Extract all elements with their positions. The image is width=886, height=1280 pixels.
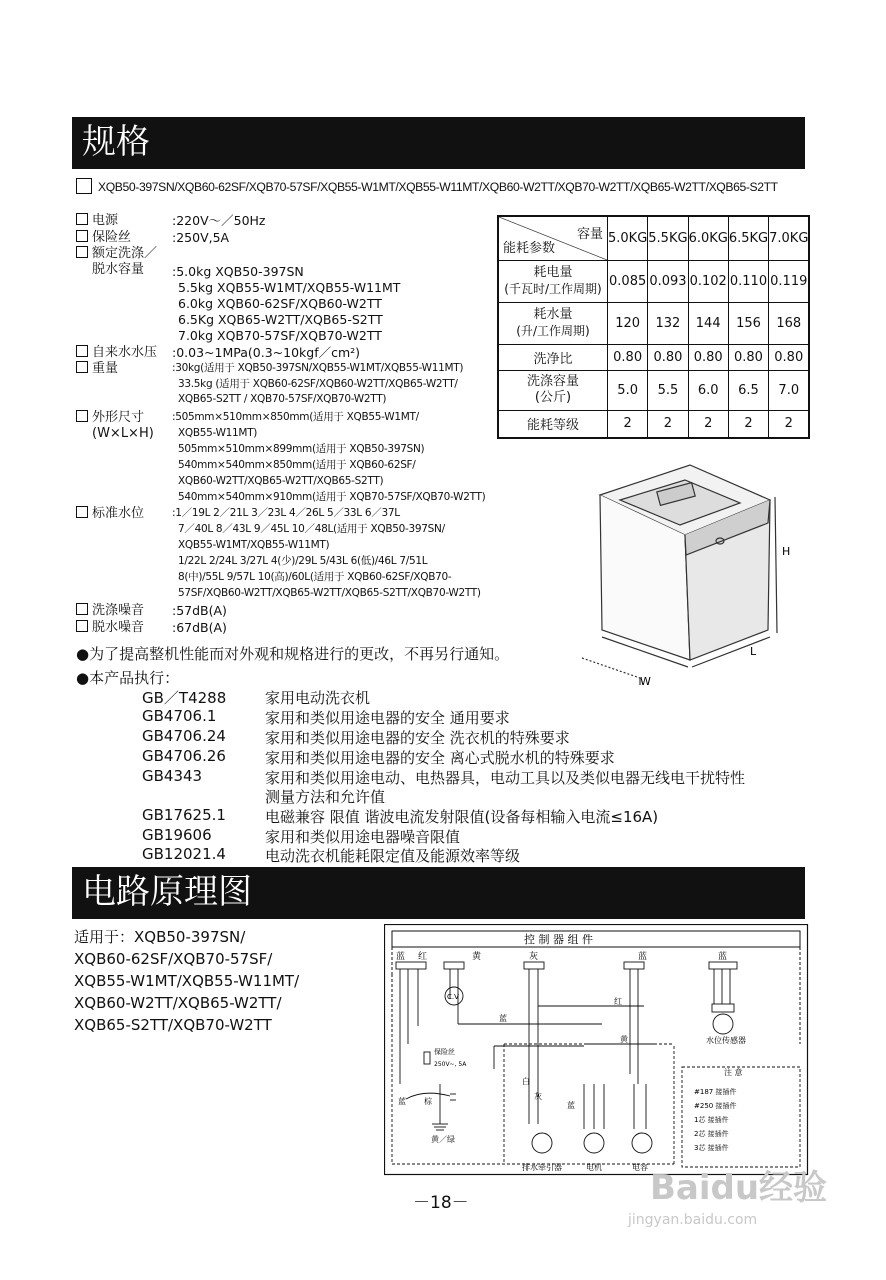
watermark-logo: Baidu经验 bbox=[650, 1168, 828, 1208]
spec-spin-noise-value: :67dB(A) bbox=[172, 620, 227, 635]
standard-code: GB12021.4 bbox=[142, 845, 226, 863]
legend-title: 注 意 bbox=[724, 1068, 743, 1077]
wire-color-label: 蓝 bbox=[718, 952, 728, 962]
standards-heading: ●本产品执行： bbox=[76, 669, 180, 687]
spec-weight-label: 重量 bbox=[76, 361, 118, 377]
standard-desc: 电磁兼容 限值 谐波电流发射限值(设备每相输入电流≤16A) bbox=[265, 808, 659, 826]
legend-item: 2芯 接插件 bbox=[694, 1130, 729, 1138]
change-notice: ●为了提高整机性能而对外观和规格进行的更改，不再另行通知。 bbox=[76, 645, 510, 663]
wire-color-label: 棕 bbox=[424, 1097, 432, 1106]
table-header-cell: 6.0KG bbox=[688, 216, 728, 260]
circuit-section-header bbox=[72, 867, 805, 919]
circuit-title: 电路原理图 bbox=[82, 872, 252, 912]
spec-wash-noise-value: :57dB(A) bbox=[172, 603, 227, 618]
legend-item: 3芯 接插件 bbox=[694, 1144, 729, 1152]
watermark-url: jingyan.baidu.com bbox=[628, 1212, 758, 1228]
standard-desc: 电动洗衣机能耗限定值及能源效率等级 bbox=[265, 847, 521, 865]
spec-dimensions-label: 外形尺寸 bbox=[76, 410, 144, 426]
checkbox-icon bbox=[76, 178, 92, 194]
checkbox-icon bbox=[76, 506, 88, 518]
standard-code: GB／T4288 bbox=[142, 689, 227, 707]
checkbox-icon bbox=[76, 361, 88, 373]
sensor-label: 水位传感器 bbox=[706, 1036, 746, 1045]
dimension-w-label: W bbox=[640, 675, 651, 688]
dimension-l-label: L bbox=[750, 645, 757, 658]
wire-color-label: 蓝 bbox=[398, 1097, 406, 1106]
wire-color-label: 蓝 bbox=[567, 1101, 575, 1110]
standard-desc: 家用和类似用途电器的安全 洗衣机的特殊要求 bbox=[265, 729, 570, 747]
checkbox-icon bbox=[76, 246, 88, 258]
wire-color-label: 灰 bbox=[534, 1092, 542, 1101]
controller-label: 控 制 器 组 件 bbox=[524, 933, 593, 946]
standard-code: GB17625.1 bbox=[142, 806, 226, 824]
cv-label: C.V bbox=[447, 993, 459, 1001]
wire-color-label: 黄 bbox=[472, 952, 482, 962]
table-header-cell: 6.5KG bbox=[728, 216, 768, 260]
wire-color-label: 蓝 bbox=[396, 952, 406, 962]
checkbox-icon bbox=[76, 345, 88, 357]
spec-fuse-label: 保险丝 bbox=[76, 230, 131, 246]
table-header-cell: 7.0KG bbox=[769, 216, 810, 260]
wire-color-label: 蓝 bbox=[638, 952, 648, 962]
table-header-cell: 5.0KG bbox=[608, 216, 648, 260]
spec-capacity-label: 额定洗涤／ bbox=[76, 246, 157, 262]
models-line bbox=[76, 178, 778, 194]
spec-power-value: :220V～／50Hz bbox=[172, 213, 266, 228]
circuit-diagram bbox=[384, 924, 809, 1176]
table-row: 洗涤容量 (公斤) 5.0 5.5 6.0 6.5 7.0 bbox=[498, 370, 809, 410]
spec-pressure-value: :0.03~1MPa(0.3~10kgf／cm²) bbox=[172, 345, 361, 360]
spec-dimensions-label2: (W×L×H) bbox=[92, 426, 154, 441]
specs-title: 规格 bbox=[82, 122, 150, 162]
standard-desc: 家用电动洗衣机 bbox=[265, 689, 371, 707]
models-text: XQB50-397SN/XQB60-62SF/XQB70-57SF/XQB55-W1MT/XQB55-W11MT/XQB60-W2TT/XQB70-W2TT/XQB65-W2TT/XQB65-S2TT bbox=[98, 180, 778, 194]
standard-desc: 测量方法和允许值 bbox=[265, 788, 386, 806]
height-dimension-line bbox=[775, 497, 777, 633]
spec-water-level-label: 标准水位 bbox=[76, 506, 144, 522]
specs-section-header bbox=[72, 117, 805, 169]
legend-item: #187 接插件 bbox=[694, 1088, 737, 1096]
dimension-h-label: H bbox=[782, 545, 791, 558]
fuse-label: 保险丝 bbox=[434, 1048, 455, 1056]
wire-color-label: 黄 bbox=[620, 1035, 628, 1044]
checkbox-icon bbox=[76, 230, 88, 242]
spec-pressure-label: 自来水水压 bbox=[76, 345, 157, 361]
wire-color-label: 白 bbox=[522, 1077, 530, 1086]
wire-color-label: 红 bbox=[614, 997, 622, 1006]
table-header-cell: 5.5KG bbox=[648, 216, 688, 260]
energy-table bbox=[497, 215, 810, 439]
checkbox-icon bbox=[76, 213, 88, 225]
motor-label: 电机 bbox=[586, 1163, 602, 1172]
table-row: 能耗等级 2 2 2 2 2 bbox=[498, 410, 809, 438]
ground-label: 黄／绿 bbox=[431, 1135, 455, 1144]
table-corner-cell: 容量 能耗参数 bbox=[498, 216, 608, 260]
checkbox-icon bbox=[76, 620, 88, 632]
wire-color-label: 蓝 bbox=[499, 1014, 507, 1023]
standard-code: GB4343 bbox=[142, 767, 203, 785]
washing-machine-illustration bbox=[580, 455, 820, 700]
wire-color-label: 灰 bbox=[529, 952, 539, 962]
checkbox-icon bbox=[76, 410, 88, 422]
standard-code: GB4706.24 bbox=[142, 727, 226, 745]
checkbox-icon bbox=[76, 603, 88, 615]
spec-power-label: 电源 bbox=[76, 213, 118, 229]
spec-fuse-value: :250V,5A bbox=[172, 230, 230, 245]
standard-desc: 家用和类似用途电器噪音限值 bbox=[265, 828, 461, 846]
table-row: 耗水量 (升/工作周期) 120 132 144 156 168 bbox=[498, 302, 809, 344]
standard-code: GB19606 bbox=[142, 826, 212, 844]
drain-label: 排水牵引器 bbox=[522, 1163, 562, 1172]
spec-spin-noise-label: 脱水噪音 bbox=[76, 620, 144, 636]
legend-item: #250 接插件 bbox=[694, 1102, 737, 1110]
capacitor-label: 电容 bbox=[632, 1163, 648, 1172]
spec-wash-noise-label: 洗涤噪音 bbox=[76, 603, 144, 619]
standard-desc: 家用和类似用途电动、电热器具，电动工具以及类似电器无线电干扰特性 bbox=[265, 769, 746, 787]
standard-desc: 家用和类似用途电器的安全 通用要求 bbox=[265, 709, 510, 727]
standard-code: GB4706.26 bbox=[142, 747, 226, 765]
table-row: 洗净比 0.80 0.80 0.80 0.80 0.80 bbox=[498, 344, 809, 370]
standard-desc: 家用和类似用途电器的安全 离心式脱水机的特殊要求 bbox=[265, 749, 615, 767]
wire-color-label: 红 bbox=[418, 952, 428, 962]
table-row: 耗电量 (千瓦时/工作周期) 0.085 0.093 0.102 0.110 0.119 bbox=[498, 260, 809, 302]
fuse-rating: 250V~, 5A bbox=[434, 1061, 467, 1068]
legend-item: 1芯 接插件 bbox=[694, 1116, 729, 1124]
standard-code: GB4706.1 bbox=[142, 707, 217, 725]
spec-capacity-label2: 脱水容量 bbox=[92, 262, 145, 277]
page-number: －18－ bbox=[413, 1193, 469, 1213]
